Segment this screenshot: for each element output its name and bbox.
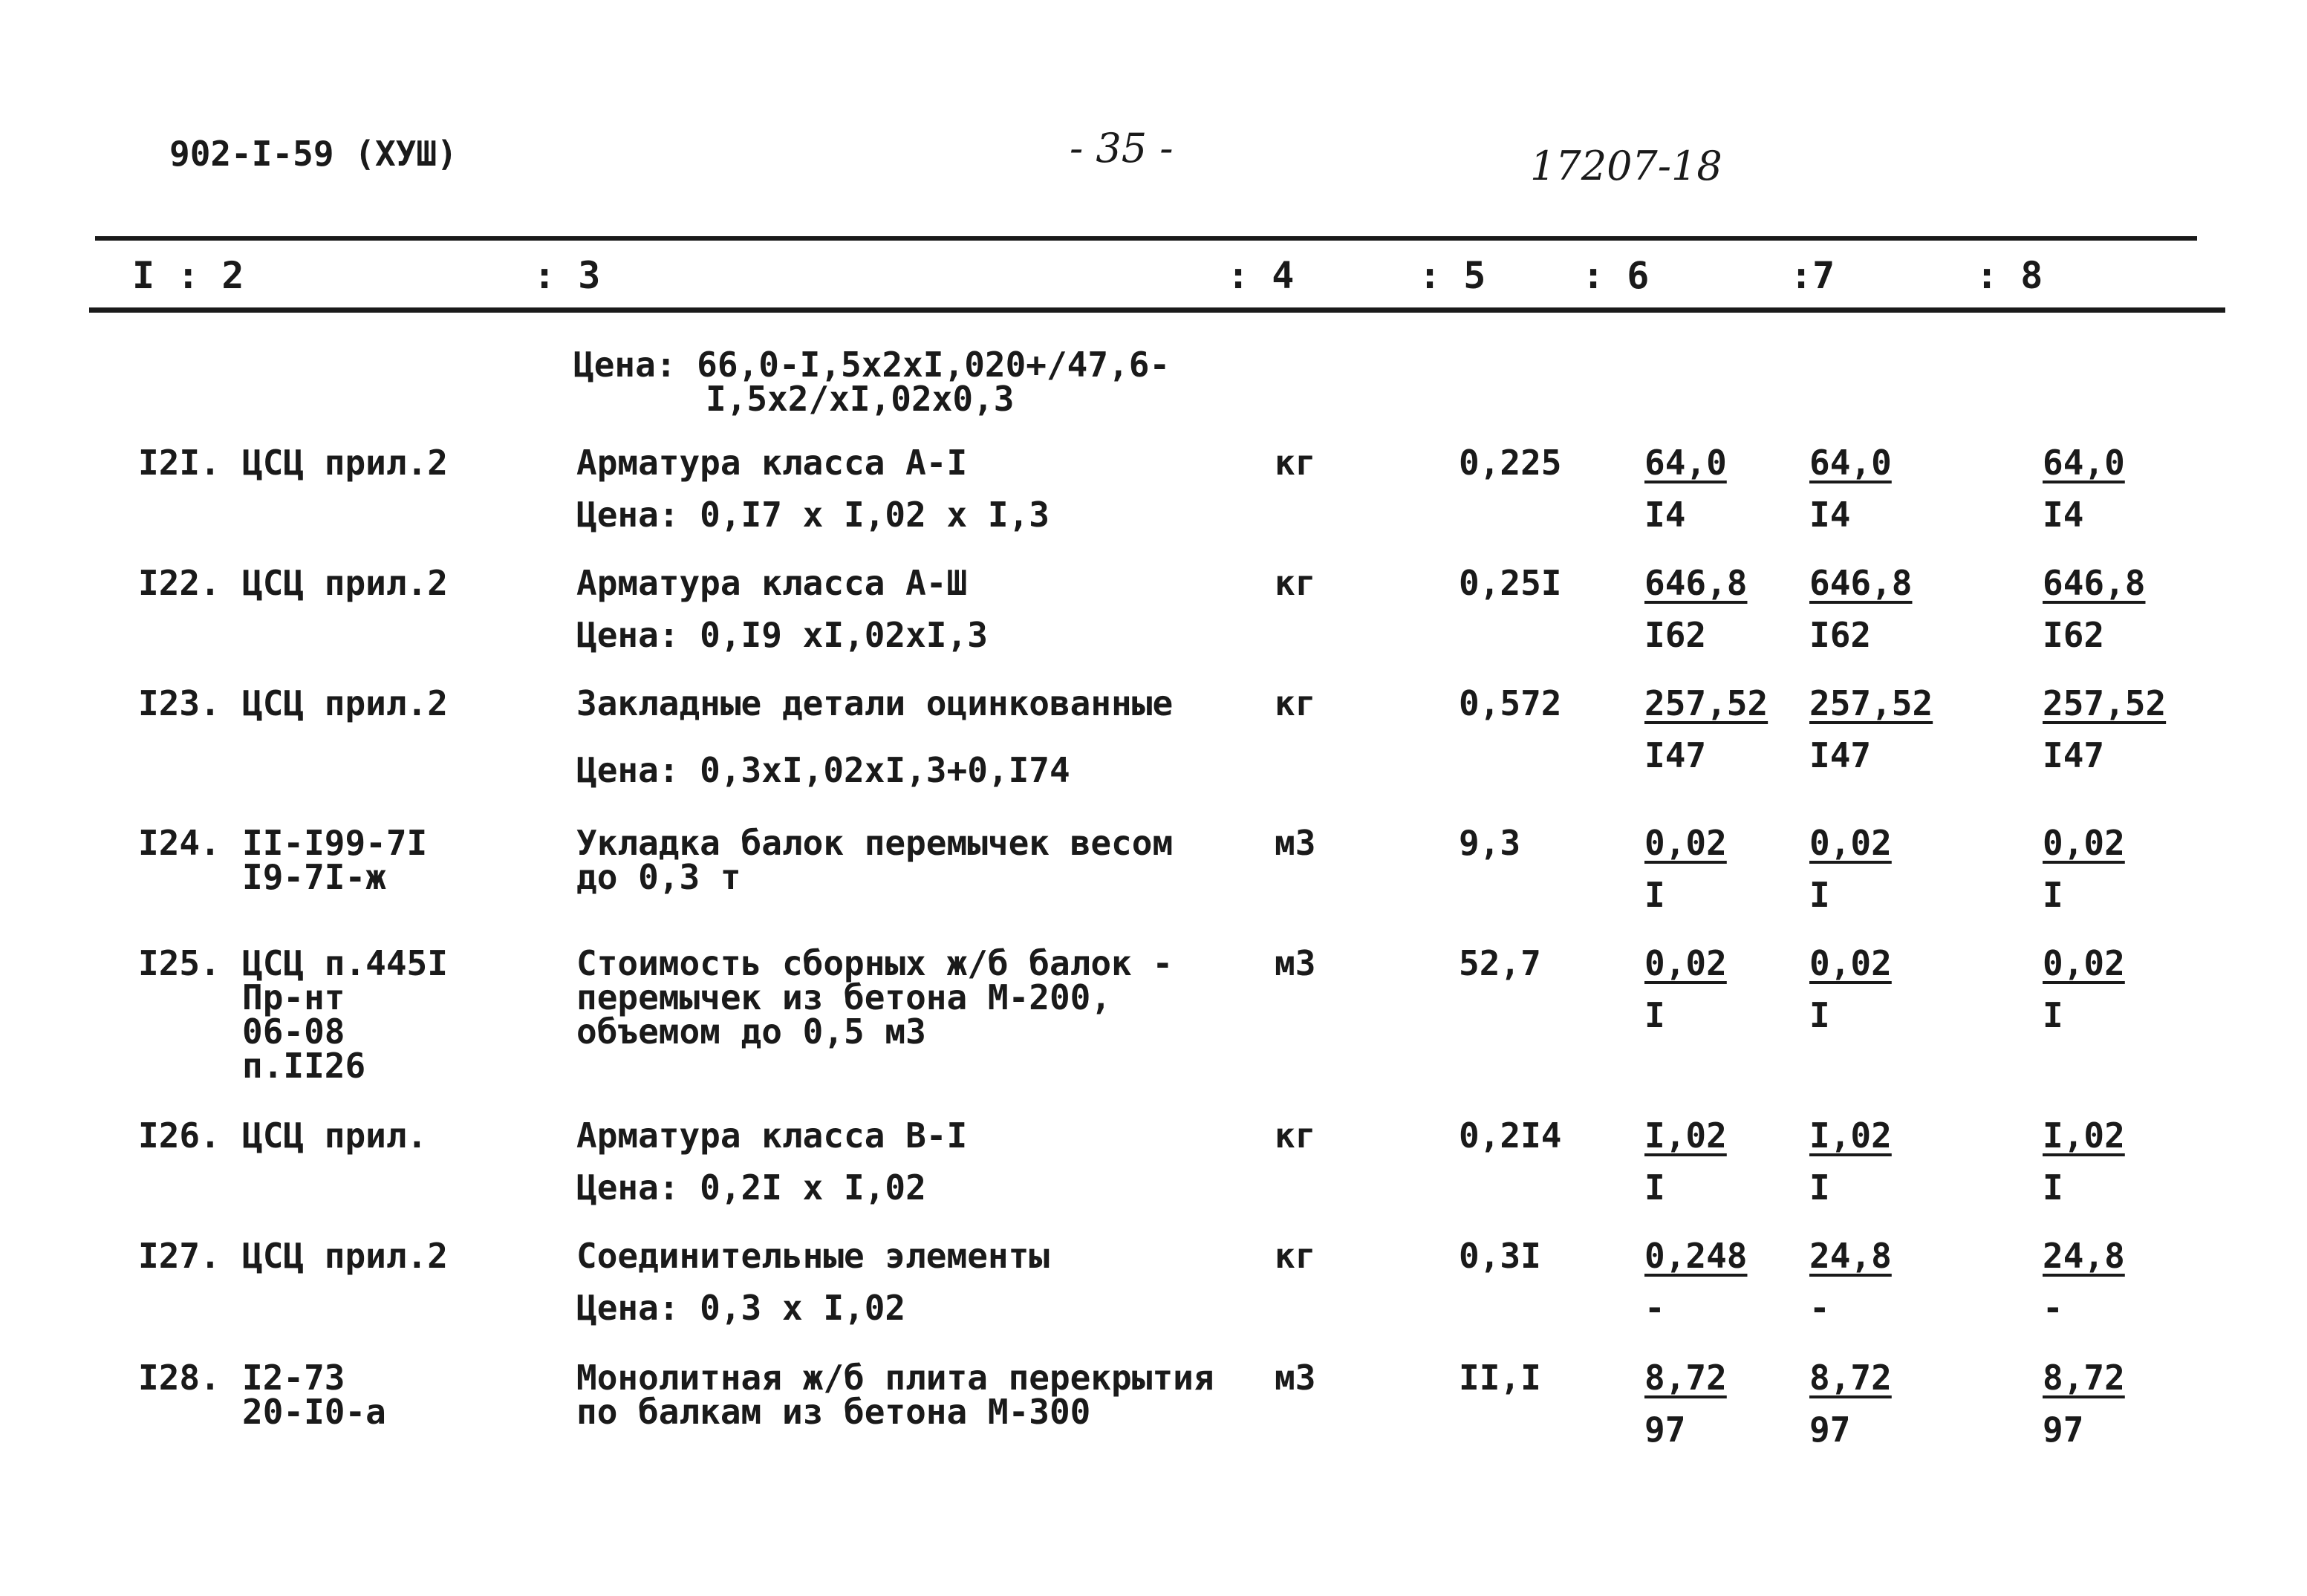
table-top-rule [95,236,2197,241]
quantity-value-c7: 0,02 [1809,823,1892,863]
row-description: перемычек из бетона М-200, [576,977,1112,1017]
row-reference: Пр-нт [242,977,345,1017]
cost-value-c6: I [1644,1167,1665,1208]
row-reference: 20-I0-а [242,1392,386,1432]
row-description: Арматура класса В-I [576,1115,968,1156]
cost-value-c7: I [1809,875,1830,915]
cost-value-c7: 97 [1809,1410,1851,1450]
cost-value-c7: I [1809,995,1830,1035]
page-number: - 35 - [1070,125,1174,172]
quantity-value-c7: 64,0 [1809,443,1892,483]
column-header-7: :7 [1790,254,1835,297]
row-unit-price: II,I [1459,1358,1541,1398]
quantity-value-c7: 257,52 [1809,683,1933,723]
row-reference: п.II26 [242,1046,366,1086]
quantity-value-c7: 646,8 [1809,563,1913,603]
quantity-value-c8: 24,8 [2043,1236,2125,1276]
row-reference: ЦСЦ п.445I [242,943,448,983]
row-description: объемом до 0,5 м3 [576,1012,926,1052]
quantity-value-c6: 64,0 [1644,443,1727,483]
cost-value-c8: 97 [2043,1410,2084,1450]
row-number: I23. [138,683,221,723]
quantity-value-c7: 0,02 [1809,943,1892,983]
row-reference: II-I99-7I [242,823,428,863]
row-description: Арматура класса А-I [576,443,968,483]
row-number: I26. [138,1115,221,1156]
row-description: Арматура класса А-Ш [576,563,968,603]
row-reference: ЦСЦ прил.2 [242,443,448,483]
quantity-value-c6: 646,8 [1644,563,1748,603]
row-reference: I2-73 [242,1358,345,1398]
row-reference: ЦСЦ прил.2 [242,563,448,603]
row-description: Цена: 0,I7 x I,02 x I,3 [576,495,1050,535]
row-description: Цена: 0,I9 xI,02xI,3 [576,615,988,655]
document-code: 902-I-59 (ХУШ) [169,134,458,174]
row-unit: кг [1275,683,1316,723]
row-description: Цена: 0,3xI,02xI,3+0,I74 [576,750,1070,790]
quantity-value-c6: 0,02 [1644,823,1727,863]
quantity-value-c8: 8,72 [2043,1358,2125,1398]
column-header-8: : 8 [1976,254,2043,297]
cost-value-c6: I4 [1644,495,1686,535]
row-number: I24. [138,823,221,863]
quantity-value-c8: 257,52 [2043,683,2167,723]
quantity-value-c6: 0,248 [1644,1236,1748,1276]
row-number: I25. [138,943,221,983]
cost-value-c6: I47 [1644,735,1707,775]
cost-value-c8: I [2043,1167,2063,1208]
row-reference: I9-7I-ж [242,857,386,897]
row-unit: кг [1275,563,1316,603]
price-note-line-2: I,5x2/xI,02x0,3 [706,379,1015,419]
cost-value-c8: I4 [2043,495,2084,535]
column-header-3: : 3 [533,254,601,297]
column-header-1-2: I : 2 [132,254,244,297]
price-note-line-1: Цена: 66,0-I,5x2xI,020+/47,6- [573,345,1171,385]
row-unit: кг [1275,1236,1316,1276]
cost-value-c6: - [1644,1288,1665,1328]
row-unit: м3 [1275,823,1316,863]
quantity-value-c6: 257,52 [1644,683,1769,723]
cost-value-c6: I [1644,995,1665,1035]
quantity-value-c6: 0,02 [1644,943,1727,983]
quantity-value-c8: 0,02 [2043,943,2125,983]
row-unit-price: 0,225 [1459,443,1562,483]
row-description: Монолитная ж/б плита перекрытия [576,1358,1214,1398]
quantity-value-c8: 646,8 [2043,563,2146,603]
cost-value-c7: - [1809,1288,1830,1328]
table-header-rule [89,307,2225,313]
row-description: Цена: 0,3 x I,02 [576,1288,906,1328]
row-number: I28. [138,1358,221,1398]
cost-value-c8: I [2043,995,2063,1035]
row-description: до 0,3 т [576,857,741,897]
row-description: Закладные детали оцинкованные [576,683,1174,723]
row-unit: кг [1275,443,1316,483]
row-description: по балкам из бетона М-300 [576,1392,1091,1432]
row-unit: кг [1275,1115,1316,1156]
cost-value-c7: I [1809,1167,1830,1208]
quantity-value-c8: 64,0 [2043,443,2125,483]
row-description: Укладка балок перемычек весом [576,823,1174,863]
row-reference: ЦСЦ прил.2 [242,683,448,723]
quantity-value-c6: 8,72 [1644,1358,1727,1398]
quantity-value-c8: I,02 [2043,1115,2125,1156]
cost-value-c8: - [2043,1288,2063,1328]
row-unit-price: 9,3 [1459,823,1521,863]
row-unit-price: 0,572 [1459,683,1562,723]
row-unit: м3 [1275,1358,1316,1398]
column-header-6: : 6 [1582,254,1650,297]
quantity-value-c8: 0,02 [2043,823,2125,863]
cost-value-c7: I4 [1809,495,1851,535]
quantity-value-c7: I,02 [1809,1115,1892,1156]
cost-value-c8: I47 [2043,735,2105,775]
row-description: Стоимость сборных ж/б балок - [576,943,1174,983]
row-number: I27. [138,1236,221,1276]
row-unit-price: 0,2I4 [1459,1115,1562,1156]
cost-value-c6: I62 [1644,615,1707,655]
cost-value-c7: I62 [1809,615,1872,655]
row-unit-price: 52,7 [1459,943,1541,983]
column-header-4: : 4 [1227,254,1295,297]
row-unit: м3 [1275,943,1316,983]
row-reference: ЦСЦ прил. [242,1115,428,1156]
cost-value-c8: I62 [2043,615,2105,655]
quantity-value-c7: 8,72 [1809,1358,1892,1398]
row-number: I2I. [138,443,221,483]
quantity-value-c7: 24,8 [1809,1236,1892,1276]
row-description: Соединительные элементы [576,1236,1050,1276]
cost-value-c7: I47 [1809,735,1872,775]
row-number: I22. [138,563,221,603]
column-header-5: : 5 [1419,254,1486,297]
row-unit-price: 0,3I [1459,1236,1541,1276]
row-reference: 06-08 [242,1012,345,1052]
sheet-code: 17207-18 [1530,143,1722,189]
cost-value-c8: I [2043,875,2063,915]
row-description: Цена: 0,2I x I,02 [576,1167,926,1208]
row-reference: ЦСЦ прил.2 [242,1236,448,1276]
quantity-value-c6: I,02 [1644,1115,1727,1156]
cost-value-c6: I [1644,875,1665,915]
row-unit-price: 0,25I [1459,563,1562,603]
cost-value-c6: 97 [1644,1410,1686,1450]
